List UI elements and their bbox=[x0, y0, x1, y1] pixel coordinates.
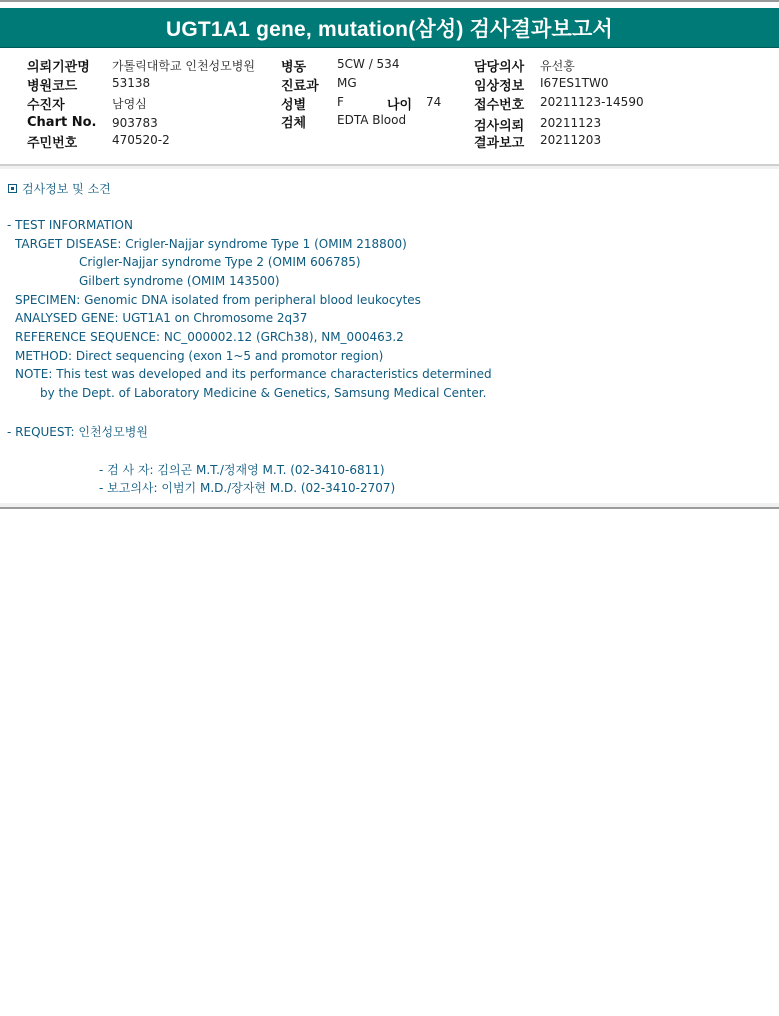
chart-no-value: 903783 bbox=[112, 116, 158, 130]
sex-label: 성별 bbox=[281, 98, 307, 113]
report-title: UGT1A1 gene, mutation(삼성) 검사결과보고서 bbox=[165, 17, 614, 41]
institution-label: 의뢰기관명 bbox=[27, 60, 90, 75]
report-date-value: 20211203 bbox=[540, 133, 602, 147]
institution-value: 가톨릭대학교 인천성모병원 bbox=[112, 59, 255, 73]
examinee-label: 수진자 bbox=[27, 98, 65, 113]
method-line: METHOD: Direct sequencing (exon 1~5 and promotor region) bbox=[15, 349, 384, 363]
test-info-heading: - TEST INFORMATION bbox=[7, 218, 133, 232]
findings-heading-text: 검사정보 및 소견 bbox=[22, 182, 111, 196]
specimen-label: 검체 bbox=[281, 116, 307, 131]
target-disease-line: Crigler-Najjar syndrome Type 2 (OMIM 606785) bbox=[79, 255, 361, 269]
ward-value: 5CW / 534 bbox=[337, 57, 400, 71]
specimen-value: EDTA Blood bbox=[337, 113, 407, 127]
age-label: 나이 bbox=[387, 98, 413, 113]
specimen-line: SPECIMEN: Genomic DNA isolated from peripheral blood leukocytes bbox=[15, 293, 421, 307]
patient-info-panel bbox=[0, 48, 779, 166]
report-date-label: 결과보고 bbox=[474, 136, 525, 151]
request-line: - REQUEST: 인천성모병원 bbox=[7, 425, 148, 439]
target-disease-line: Gilbert syndrome (OMIM 143500) bbox=[79, 274, 280, 288]
resident-no-value: 470520-2 bbox=[112, 133, 170, 147]
request-date-value: 20211123 bbox=[540, 116, 602, 130]
clinical-info-value: I67ES1TW0 bbox=[540, 76, 609, 90]
findings-section bbox=[0, 169, 779, 503]
title-bar bbox=[0, 8, 779, 48]
request-date-label: 검사의뢰 bbox=[474, 119, 525, 134]
reporting-doctor-line: - 보고의사: 이범기 M.D./장자현 M.D. (02-3410-2707) bbox=[99, 481, 396, 495]
footer-divider bbox=[0, 507, 779, 509]
department-label: 진료과 bbox=[281, 79, 319, 94]
square-bullet-icon bbox=[8, 184, 17, 193]
ward-label: 병동 bbox=[281, 60, 307, 75]
hospital-code-value: 53138 bbox=[112, 76, 151, 90]
reference-sequence-line: REFERENCE SEQUENCE: NC_000002.12 (GRCh38), NM_000463.2 bbox=[15, 330, 404, 344]
findings-heading bbox=[8, 180, 111, 197]
hospital-code-label: 병원코드 bbox=[27, 79, 78, 94]
analysed-gene-line: ANALYSED GENE: UGT1A1 on Chromosome 2q37 bbox=[15, 311, 308, 325]
top-border bbox=[0, 0, 779, 8]
department-value: MG bbox=[337, 76, 357, 90]
doctor-label: 담당의사 bbox=[474, 60, 525, 75]
examiner-line: - 검 사 자: 김의곤 M.T./정재영 M.T. (02-3410-6811) bbox=[99, 463, 385, 477]
receipt-no-value: 20211123-14590 bbox=[540, 95, 644, 109]
resident-no-label: 주민번호 bbox=[27, 136, 78, 151]
receipt-no-label: 접수번호 bbox=[474, 98, 525, 113]
note-line: by the Dept. of Laboratory Medicine & Genetics, Samsung Medical Center. bbox=[40, 386, 487, 400]
clinical-info-label: 임상정보 bbox=[474, 79, 525, 94]
note-line: NOTE: This test was developed and its performance characteristics determined bbox=[15, 367, 492, 381]
chart-no-label: Chart No. bbox=[27, 115, 97, 130]
sex-value: F bbox=[337, 95, 344, 109]
doctor-value: 유선홍 bbox=[540, 59, 575, 73]
age-value: 74 bbox=[426, 95, 442, 109]
examinee-value: 남영심 bbox=[112, 97, 147, 111]
target-disease-line: TARGET DISEASE: Crigler-Najjar syndrome Type 1 (OMIM 218800) bbox=[15, 237, 407, 251]
